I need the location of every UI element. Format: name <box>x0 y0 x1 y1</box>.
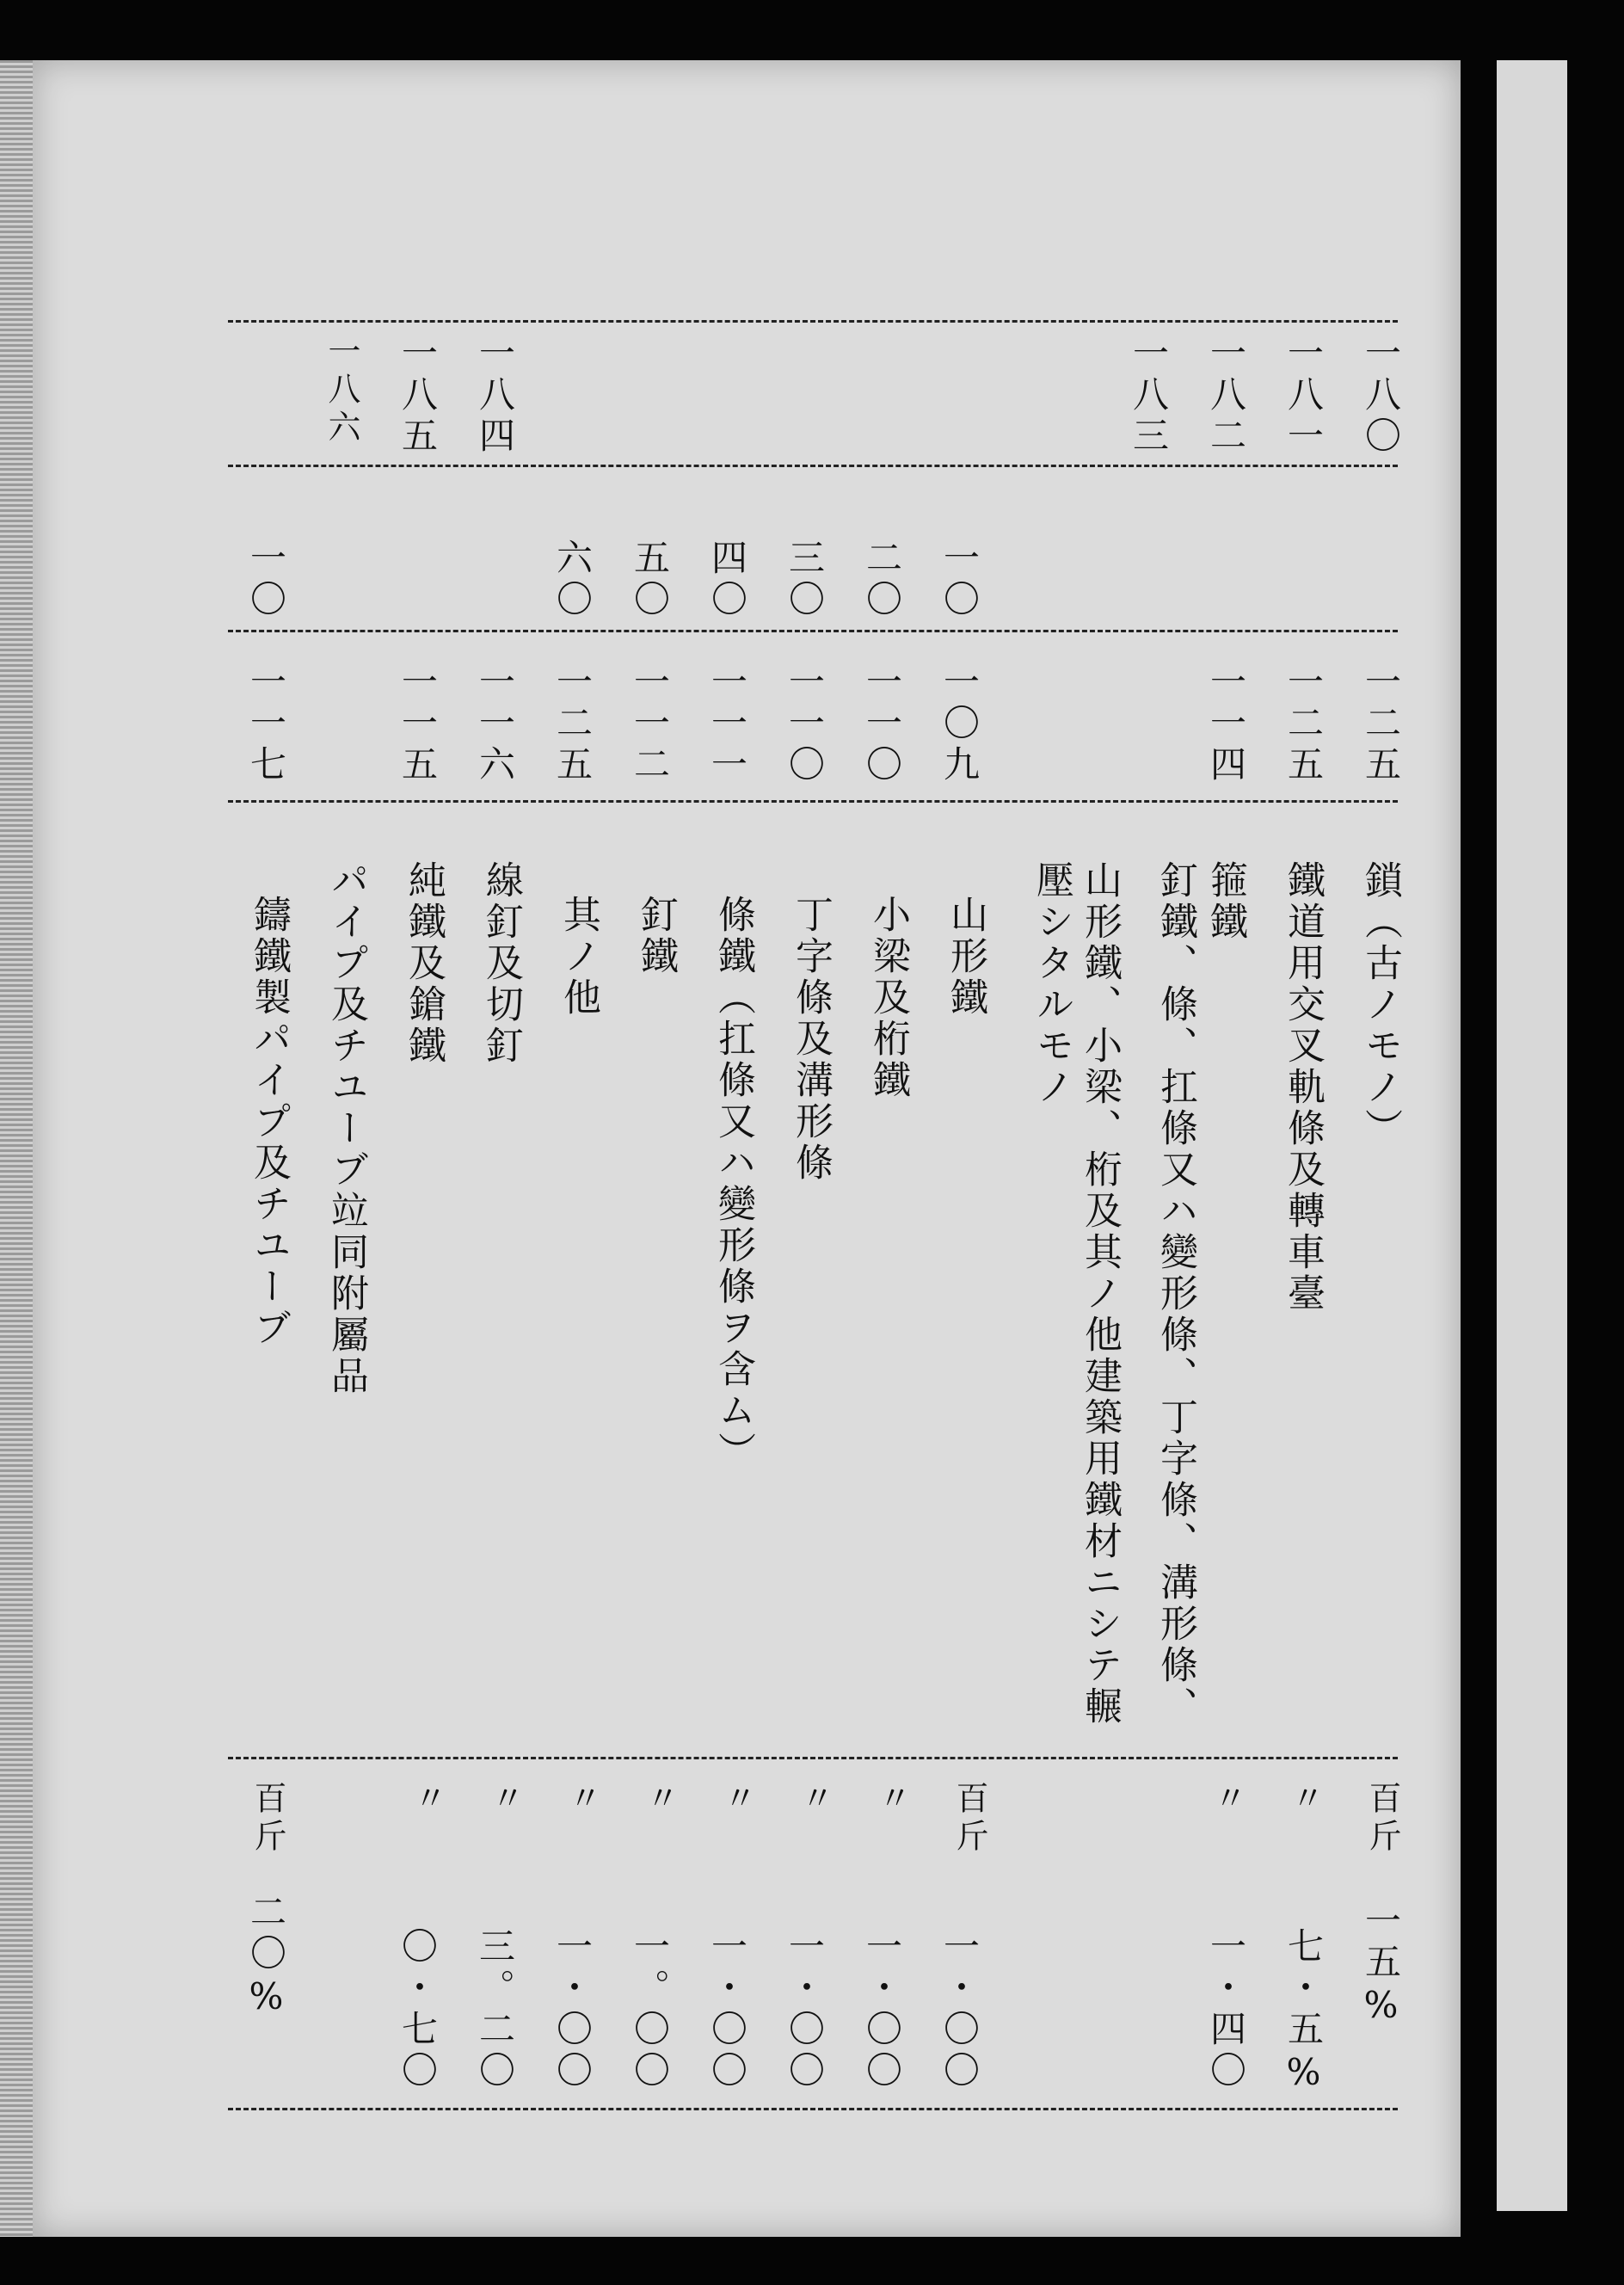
rate-182: 一・四〇 <box>1205 1927 1247 2092</box>
item-railway-crossings: 鐵道用交叉軌條及轉車臺 <box>1281 860 1325 1315</box>
item-pipes-tubes: パイプ及チユーブ竝同附屬品 <box>324 860 368 1397</box>
item-nail-rod: 釘鐵 <box>634 895 678 977</box>
ref2-item-7: 一一一 <box>706 662 748 786</box>
rate-wire: 三。二〇 <box>474 1927 516 2092</box>
ref2-item-12: 一一七 <box>245 662 287 786</box>
rule-2 <box>228 630 1398 632</box>
item-bar-iron-line3: 壓シタルモノ <box>1030 860 1073 1108</box>
unit-182: 〃 <box>1209 1781 1246 1819</box>
code-182: 一八二 <box>1205 334 1247 458</box>
unit-tee: 〃 <box>796 1781 834 1819</box>
ref2-item-9: 一二五 <box>551 662 594 786</box>
rate-castpipe: 二〇% <box>245 1893 287 2023</box>
ref1-item-2: 二〇 <box>861 539 903 621</box>
item-wire-nails: 線釘及切釘 <box>479 860 523 1067</box>
item-chains: 鎖（古ノモノ） <box>1358 860 1402 1149</box>
code-185: 一八五 <box>397 334 439 458</box>
rate-bar: 一・〇〇 <box>706 1927 748 2092</box>
rule-1 <box>228 465 1398 467</box>
rule-3 <box>228 800 1398 803</box>
item-angle-iron: 山形鐵 <box>944 895 987 1019</box>
ref2-item-10: 一一六 <box>474 662 516 786</box>
ref2-item-3: 一一四 <box>1205 662 1247 786</box>
item-bar-iron-incl: 條鐵（扛條又ハ變形條ヲ含ム） <box>711 895 755 1473</box>
unit-castpipe: 百斤 <box>249 1781 286 1857</box>
rate-nailrod: 一。〇〇 <box>629 1927 671 2092</box>
ref2-item-4: 一〇九 <box>938 662 981 786</box>
item-bar-iron-line2: 山形鐵、小梁、桁及其ノ他建築用鐵材ニシテ輾 <box>1078 860 1122 1728</box>
item-hoop-iron: 箍鐵 <box>1203 860 1247 943</box>
ref2-item-11: 一一五 <box>397 662 439 786</box>
ref2-item-8: 一一二 <box>629 662 671 786</box>
rule-4 <box>228 1757 1398 1759</box>
ref2-item-2: 一二五 <box>1283 662 1325 786</box>
rate-others: 一・〇〇 <box>551 1927 594 2092</box>
code-180: 一八〇 <box>1360 334 1402 458</box>
item-beams-girders: 小梁及桁鐵 <box>866 895 910 1101</box>
unit-181: 〃 <box>1286 1781 1324 1819</box>
rate-180: 一五% <box>1360 1901 1402 2031</box>
item-bar-iron-line1: 釘鐵、條、扛條又ハ變形條、丁字條、溝形條、 <box>1153 860 1197 1728</box>
unit-beams: 〃 <box>873 1781 911 1819</box>
rate-angle: 一・〇〇 <box>938 1927 981 2092</box>
ref2-item-5: 一一〇 <box>861 662 903 786</box>
item-cast-iron-pipes: 鑄鐵製パイプ及チユーブ <box>247 895 291 1349</box>
ref1-item-7: 一〇 <box>245 539 287 621</box>
ref1-item-5: 五〇 <box>629 539 671 621</box>
item-pure-iron: 純鐵及鎗鐵 <box>402 860 446 1067</box>
ref2-item-6: 一一〇 <box>784 662 826 786</box>
code-184: 一八四 <box>474 334 516 458</box>
unit-others: 〃 <box>563 1781 601 1819</box>
ref1-item-3: 三〇 <box>784 539 826 621</box>
rule-bottom <box>228 2108 1398 2110</box>
unit-angle: 百斤 <box>950 1781 988 1857</box>
ref1-item-1: 一〇 <box>938 539 981 621</box>
unit-bar: 〃 <box>718 1781 756 1819</box>
code-186: 一八六 <box>323 334 360 447</box>
unit-180: 百斤 <box>1363 1781 1401 1857</box>
rate-beams: 一・〇〇 <box>861 1927 903 2092</box>
unit-pure: 〃 <box>409 1781 446 1819</box>
code-183: 一八三 <box>1128 334 1170 458</box>
rate-181: 七・五% <box>1283 1927 1325 2098</box>
ref1-item-4: 四〇 <box>706 539 748 621</box>
unit-wire: 〃 <box>486 1781 524 1819</box>
item-tee-channel: 丁字條及溝形條 <box>789 895 833 1184</box>
ref2-item-1: 一二五 <box>1360 662 1402 786</box>
ref1-item-6: 六〇 <box>551 539 594 621</box>
rate-tee: 一・〇〇 <box>784 1927 826 2092</box>
code-181: 一八一 <box>1283 334 1325 458</box>
rate-pure: 〇・七〇 <box>397 1927 439 2092</box>
left-page-edge <box>0 60 33 2237</box>
rule-top <box>228 320 1398 323</box>
item-others: 其ノ他 <box>557 895 600 1019</box>
unit-nailrod: 〃 <box>641 1781 679 1819</box>
next-page-strip <box>1497 60 1567 2211</box>
